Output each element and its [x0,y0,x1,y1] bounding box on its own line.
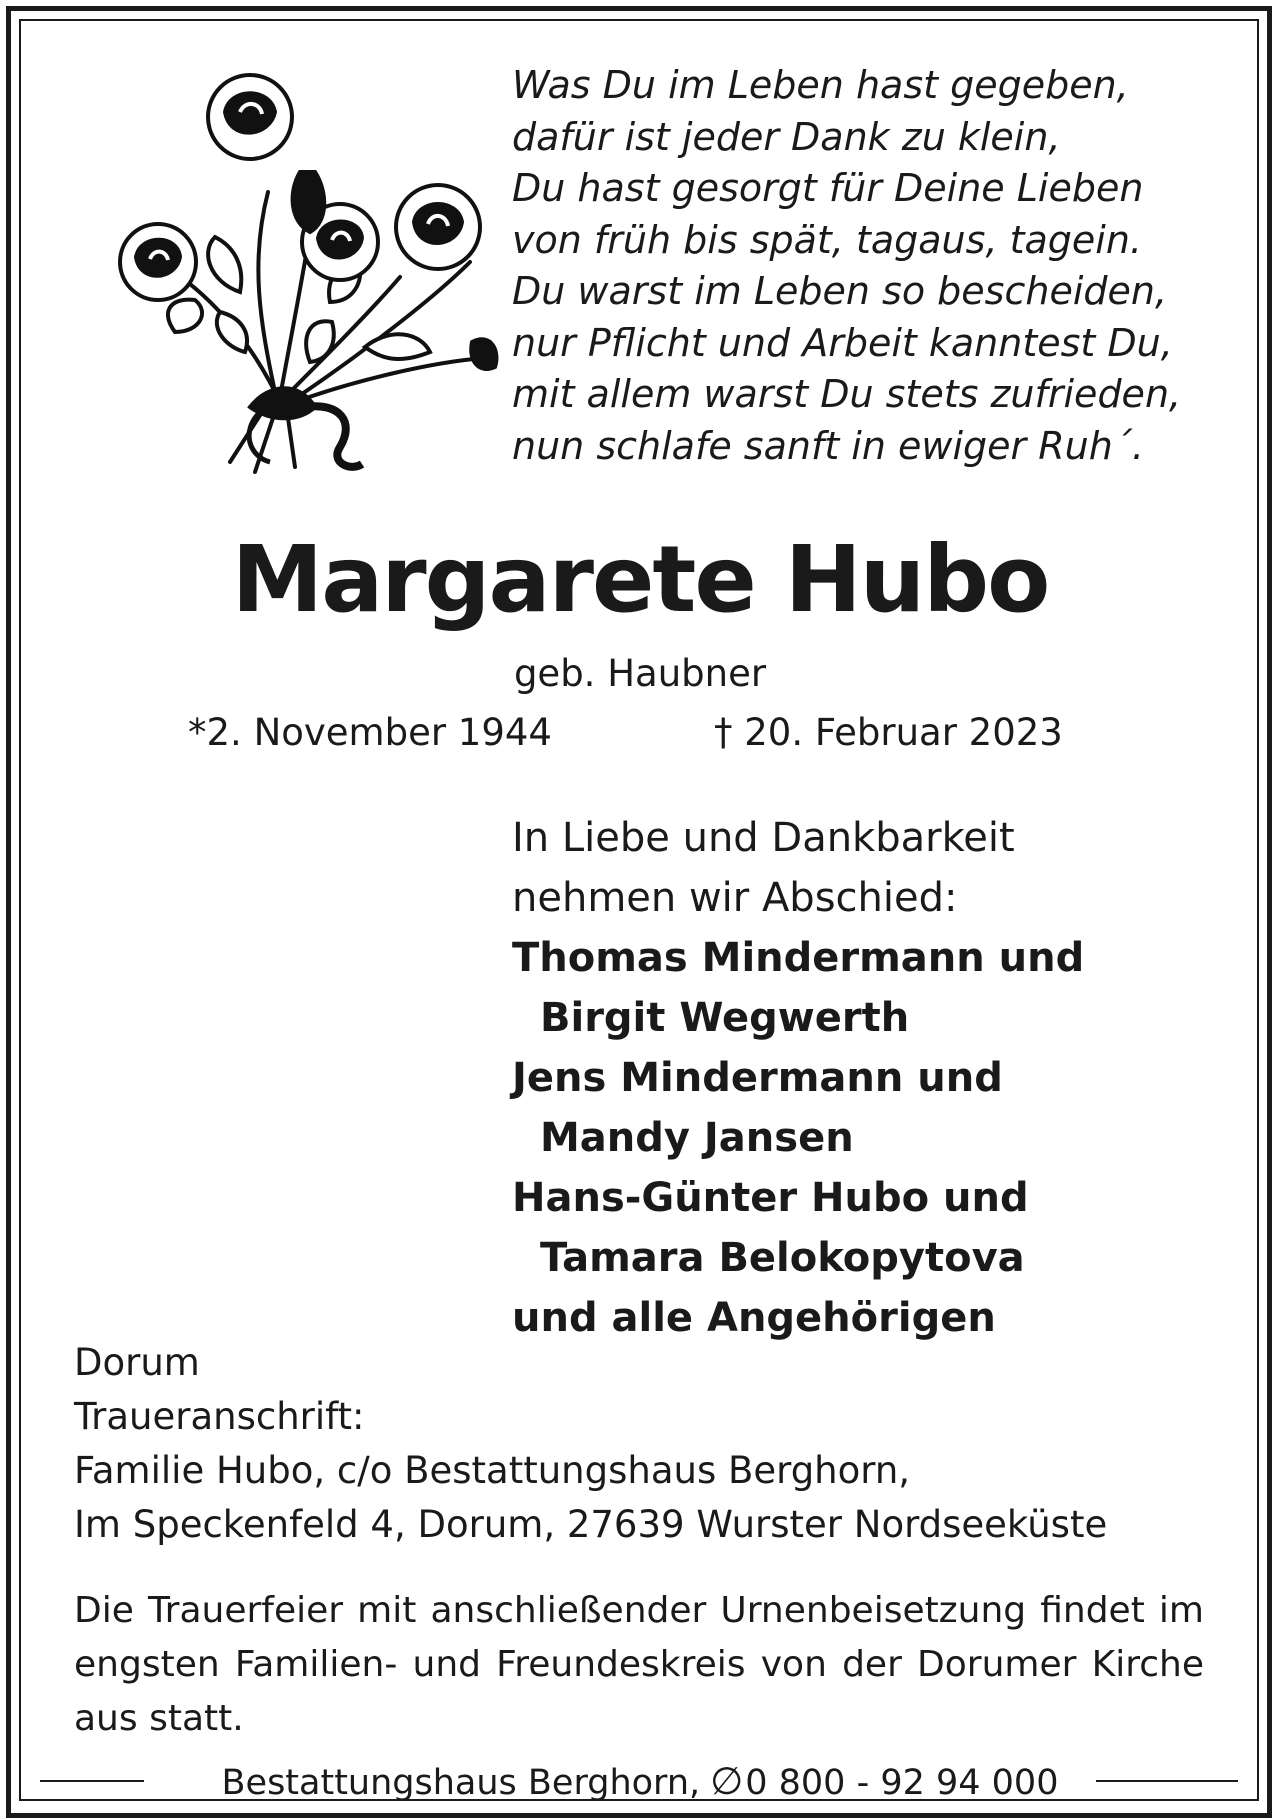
death-date: † 20. Februar 2023 [714,711,1063,754]
address-line: Im Speckenfeld 4, Dorum, 27639 Wurster Nordseeküste [74,1503,1108,1546]
phone-icon: ∅ [710,1759,744,1803]
poem-line: Du hast gesorgt für Deine Lieben [512,166,1144,210]
poem-line: dafür ist jeder Dank zu klein, [512,114,1061,159]
farewell-intro: nehmen wir Abschied: [512,875,958,921]
mourner-name: und alle Angehörigen [512,1295,996,1341]
poem-line: Du warst im Leben so bescheiden, [512,269,1168,313]
birth-date: *2. November 1944 [188,711,552,754]
funeral-home-name: Bestattungshaus Berghorn, [221,1763,701,1803]
ceremony-notice: Die Trauerfeier mit anschließender Urnenbeisetzung findet im engsten Familien- und Freundeskreis von der Dorumer Kirche aus statt. [74,1590,1204,1739]
poem [512,60,1252,472]
footer [0,1758,1280,1806]
mourner-name: Mandy Jansen [540,1115,854,1161]
address-place: Dorum [74,1341,200,1384]
mourner-name: Jens Mindermann und [512,1055,1003,1101]
poem-line: nur Pflicht und Arbeit kanntest Du, [512,320,1173,365]
mourner-name: Birgit Wegwerth [540,995,910,1041]
mourners-block [512,808,1084,1348]
poem-line: von früh bis spät, tagaus, tagein. [512,217,1143,262]
farewell-intro: In Liebe und Dankbarkeit [512,815,1015,861]
maiden-name: geb. Haubner [513,652,767,695]
rose-bouquet-illustration [100,62,500,478]
phone-number: 0 800 - 92 94 000 [745,1763,1059,1803]
poem-line: nun schlafe sanft in ewiger Ruh´. [512,423,1144,468]
deceased-name: Margarete Hubo [231,526,1049,633]
poem-line: mit allem warst Du stets zufrieden, [512,372,1182,416]
mourning-address [74,1336,1107,1552]
mourner-name: Thomas Mindermann und [512,935,1085,981]
poem-line: Was Du im Leben hast gegeben, [512,63,1129,107]
address-label: Traueranschrift: [74,1395,365,1438]
address-line: Familie Hubo, c/o Bestattungshaus Berghorn, [74,1449,911,1492]
mourner-name: Tamara Belokopytova [540,1235,1025,1281]
mourner-name: Hans-Günter Hubo und [512,1175,1029,1221]
